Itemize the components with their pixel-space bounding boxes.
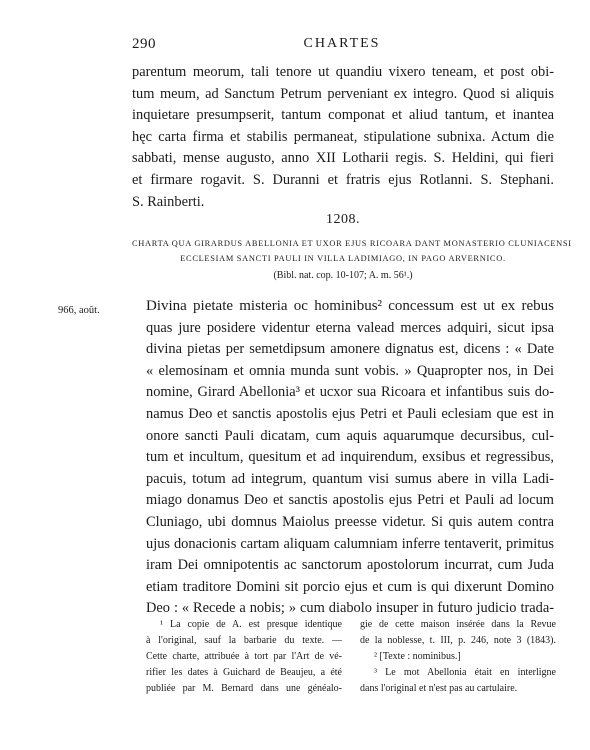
text-line: parentum meorum, tali tenore ut quandiu vixero teneam, et post obi- — [132, 64, 554, 80]
text-line: quas jure posidere videntur eterna valead merces adquiri, sicut ipsa — [146, 319, 554, 336]
text-line: Divina pietate misteria oc hominibus² concessum est ut ex rebus — [146, 298, 554, 314]
text-line: S. Rainberti. — [132, 193, 205, 210]
footnote-line: dans l'original et n'est pas au cartulaire. — [360, 683, 518, 694]
footnote-line: Cette charte, attribuée à tort par l'Art de vé- — [146, 651, 342, 662]
text-line: et firmare rogavit. S. Duranni et fratris ejus Rotlanni. S. Stephani. — [132, 171, 554, 188]
footnote-line: publiée par M. Bernard dans une généalo- — [146, 683, 342, 694]
margin-date: 966, août. — [58, 305, 100, 316]
text-line: sabbati, mense augusto, anno XII Lotharii regis. S. Heldini, qui fieri — [132, 150, 554, 167]
footnote-line: à l'original, sauf la barbarie du texte. — — [146, 635, 342, 646]
page-number: 290 — [132, 36, 156, 52]
text-line: « elemosinam et omnia munda sunt vobis. » Quapropter nos, in Dei — [146, 362, 554, 379]
text-line: namus Deo et sanctis apostolis ejus Petri et Pauli eclesiam que est in — [146, 405, 554, 422]
text-line: Cluniago, ubi domnus Maiolus preesse videtur. Si quis autem contra — [146, 513, 554, 530]
footnote-line: de la noblesse, t. III, p. 246, note 3 (1843). — [360, 635, 556, 646]
footnote-line: rifier les dates à Guichard de Beaujeu, a été — [146, 667, 342, 678]
text-line: miago donamus Deo et sanctis apostolis ejus Petri et Pauli ad locum — [146, 492, 554, 509]
text-line: onore sancti Pauli dicatam, cum aquis aquarumque decursibus, cul- — [146, 427, 554, 444]
page-header — [132, 36, 552, 60]
text-line: hęc carta firma et stabilis permaneat, stipulatione subnixa. Actum die — [132, 128, 554, 145]
text-line: inquietare presumpserit, tantum componat et aliud tantum, et inantea — [132, 107, 554, 124]
text-line: nomine, Girard Abellonia³ et ucxor sua Ricoara et infantibus suis do- — [146, 384, 554, 401]
footnotes-left-column — [146, 617, 342, 697]
charter-title — [132, 236, 572, 266]
running-head: CHARTES — [303, 36, 381, 51]
charter-source: (Bibl. nat. cop. 10-107; A. m. 56¹.) — [273, 270, 413, 281]
text-line: divina pietas per semetdipsum amonere dignatus est, dicens : « Date — [146, 341, 554, 358]
text-line: pacuis, totum ad integrum, quantum visi sumus abere in villa Ladi- — [146, 470, 554, 487]
text-line: Deo : « Recede a nobis; » cum diabolo insuper in futuro judicio trada- — [146, 600, 554, 617]
charter-text — [132, 296, 554, 620]
charter-title-line: ECCLESIAM SANCTI PAULI IN VILLA LADIMIAGO, IN PAGO ARVERNICO. — [180, 254, 506, 263]
text-line: iram Dei omnipotentis ac sanctorum apostolorum incurrat, cum Juda — [146, 557, 554, 574]
text-line: ujus donacionis cartam aliquam calumniam inferre tentaverit, primitus — [146, 535, 554, 552]
footnotes-right-column — [360, 617, 556, 697]
footnote-line: ³ Le mot Abellonia était en interligne — [374, 667, 556, 678]
charter-continuation-text — [132, 62, 554, 213]
text-line: tum meum, ad Sanctum Petrum perveniant ex integro. Quod si aliquis — [132, 85, 554, 102]
text-line: tum et incultum, quesitum et ad inquirendum, exsibus et regressibus, — [146, 449, 554, 466]
footnotes — [146, 617, 566, 727]
charter-number: 1208. — [326, 212, 360, 227]
footnote-line: ² [Texte : nominibus.] — [374, 651, 461, 662]
text-line: etiam traditore Domini sit porcio ejus et cum is qui dixerunt Domino — [146, 578, 554, 595]
footnote-line: ¹ La copie de A. est presque identique — [160, 619, 342, 630]
charter-title-line: CHARTA QUA GIRARDUS ABELLONIA ET UXOR EJUS RICOARA DANT MONASTERIO CLUNIACENSI — [132, 239, 572, 248]
footnote-line: gie de cette maison insérée dans la Revue — [360, 619, 556, 630]
